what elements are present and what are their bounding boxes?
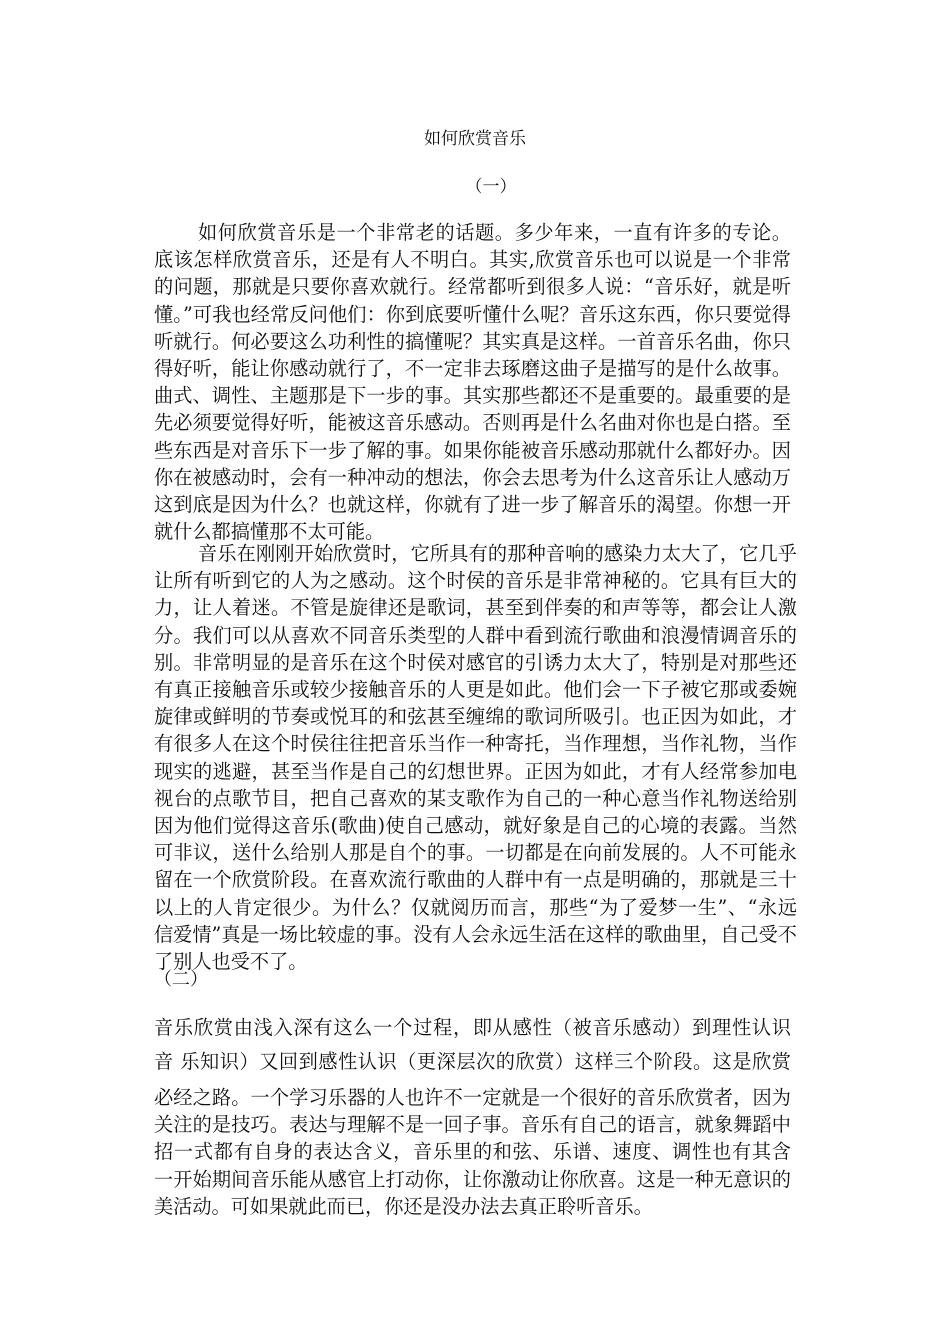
text-line: 必经之路。一个学习乐器的人也许不一定就是一个很好的音乐欣赏者，因为 <box>154 1086 791 1109</box>
text-line: 得好听，能让你感动就行了，不一定非去琢磨这曲子是描写的是什么故事。 <box>154 357 791 380</box>
text-line: 让所有听到它的人为之感动。这个时侯的音乐是非常神秘的。它具有巨大的 <box>154 569 797 593</box>
text-line: 音乐欣赏由浅入深有这么一个过程，即从感性（被音乐感动）到理性认识 <box>154 1016 791 1039</box>
text-line: 如何欣赏音乐是一个非常老的话题。多少年来，一直有许多的专论。 <box>198 221 791 244</box>
text-line: 旋律或鲜明的节奏或悦耳的和弦甚至缠绵的歌词所吸引。也正因为如此，才 <box>154 705 797 729</box>
text-line: 音乐在刚刚开始欣赏时，它所具有的那种音响的感染力太大了，它几乎 <box>198 542 797 565</box>
text-line: 关注的是技巧。表达与理解不是一回子事。音乐有自己的语言，就象舞蹈中 <box>154 1113 791 1137</box>
text-line: 听就行。何必要这么功利性的搞懂呢？其实真是这样。一首音乐名曲，你只 <box>154 329 791 353</box>
text-line: 有真正接触音乐或较少接触音乐的人更是如此。他们会一下子被它那或委婉 <box>154 678 797 701</box>
text-line: 招一式都有自身的表达含义，音乐里的和弦、乐谱、速度、调性也有其含 <box>154 1140 791 1164</box>
text-line: 音 乐知识）又回到感性认识（更深层次的欣赏）这样三个阶段。这是欣赏 <box>154 1050 791 1073</box>
text-line: 的问题，那就是只要你喜欢就行。经常都听到很多人说：“音乐好，就是听 <box>154 275 791 299</box>
text-line: 可非议，送什么给别人那是自个的事。一切都是在向前发展的。人不可能永 <box>154 841 797 865</box>
text-line: 懂。”可我也经常反问他们：你到底要听懂什么呢？音乐这东西，你只要觉得 <box>154 302 791 326</box>
section-heading-2: （二） <box>154 969 208 990</box>
text-line: 这到底是因为什么？也就这样，你就有了进一步了解音乐的渴望。你想一开 <box>154 493 791 516</box>
text-line: 你在被感动时，会有一种冲动的想法，你会去思考为什么这音乐让人感动万 <box>154 465 791 489</box>
text-line: 分。我们可以从喜欢不同音乐类型的人群中看到流行歌曲和浪漫情调音乐的 <box>154 623 797 647</box>
text-line: 些东西是对音乐下一步了解的事。如果你能被音乐感动那就什么都好办。因 <box>154 438 791 462</box>
text-line: 现实的逃避，甚至当作是自己的幻想世界。正因为如此，才有人经常参加电 <box>154 759 797 783</box>
document-title: 如何欣赏音乐 <box>424 129 526 149</box>
text-line: 信爱情”真是一场比较虚的事。没有人会永远生活在这样的歌曲里，自己受不 <box>154 922 797 946</box>
text-line: 留在一个欣赏阶段。在喜欢流行歌曲的人群中有一点是明确的，那就是三十 <box>154 868 797 892</box>
text-line: 了别人也受不了。 <box>154 950 308 973</box>
text-line: 有很多人在这个时侯往往把音乐当作一种寄托，当作理想，当作礼物，当作 <box>154 732 797 756</box>
section-heading-1: （一） <box>465 177 517 197</box>
text-line: 底该怎样欣赏音乐，还是有人不明白。其实,欣赏音乐也可以说是一个非常 <box>154 248 791 272</box>
text-line: 先必须要觉得好听，能被这音乐感动。否则再是什么名曲对你也是白搭。至 <box>154 411 791 435</box>
text-line: 就什么都搞懂那不太可能。 <box>154 520 385 544</box>
text-line: 因为他们觉得这音乐(歌曲)使自己感动，就好象是自己的心境的表露。当然 <box>154 814 797 837</box>
text-line: 力，让人着迷。不管是旋律还是歌词，甚至到伴奏的和声等等，都会让人激 <box>154 596 797 620</box>
text-line: 曲式、调性、主题那是下一步的事。其实那些都还不是重要的。最重要的是 <box>154 384 791 408</box>
text-line: 别。非常明显的是音乐在这个时侯对感官的引诱力太大了，特别是对那些还 <box>154 650 797 674</box>
text-line: 美活动。可如果就此而已，你还是没办法去真正聆听音乐。 <box>154 1194 653 1218</box>
text-line: 一开始期间音乐能从感官上打动你，让你激动让你欣喜。这是一种无意识的 <box>154 1167 791 1191</box>
text-line: 视台的点歌节目，把自己喜欢的某支歌作为自己的一种心意当作礼物送给别 <box>154 786 797 810</box>
text-line: 以上的人肯定很少。为什么？仅就阅历而言，那些“为了爱梦一生”、“永远 <box>154 895 797 919</box>
